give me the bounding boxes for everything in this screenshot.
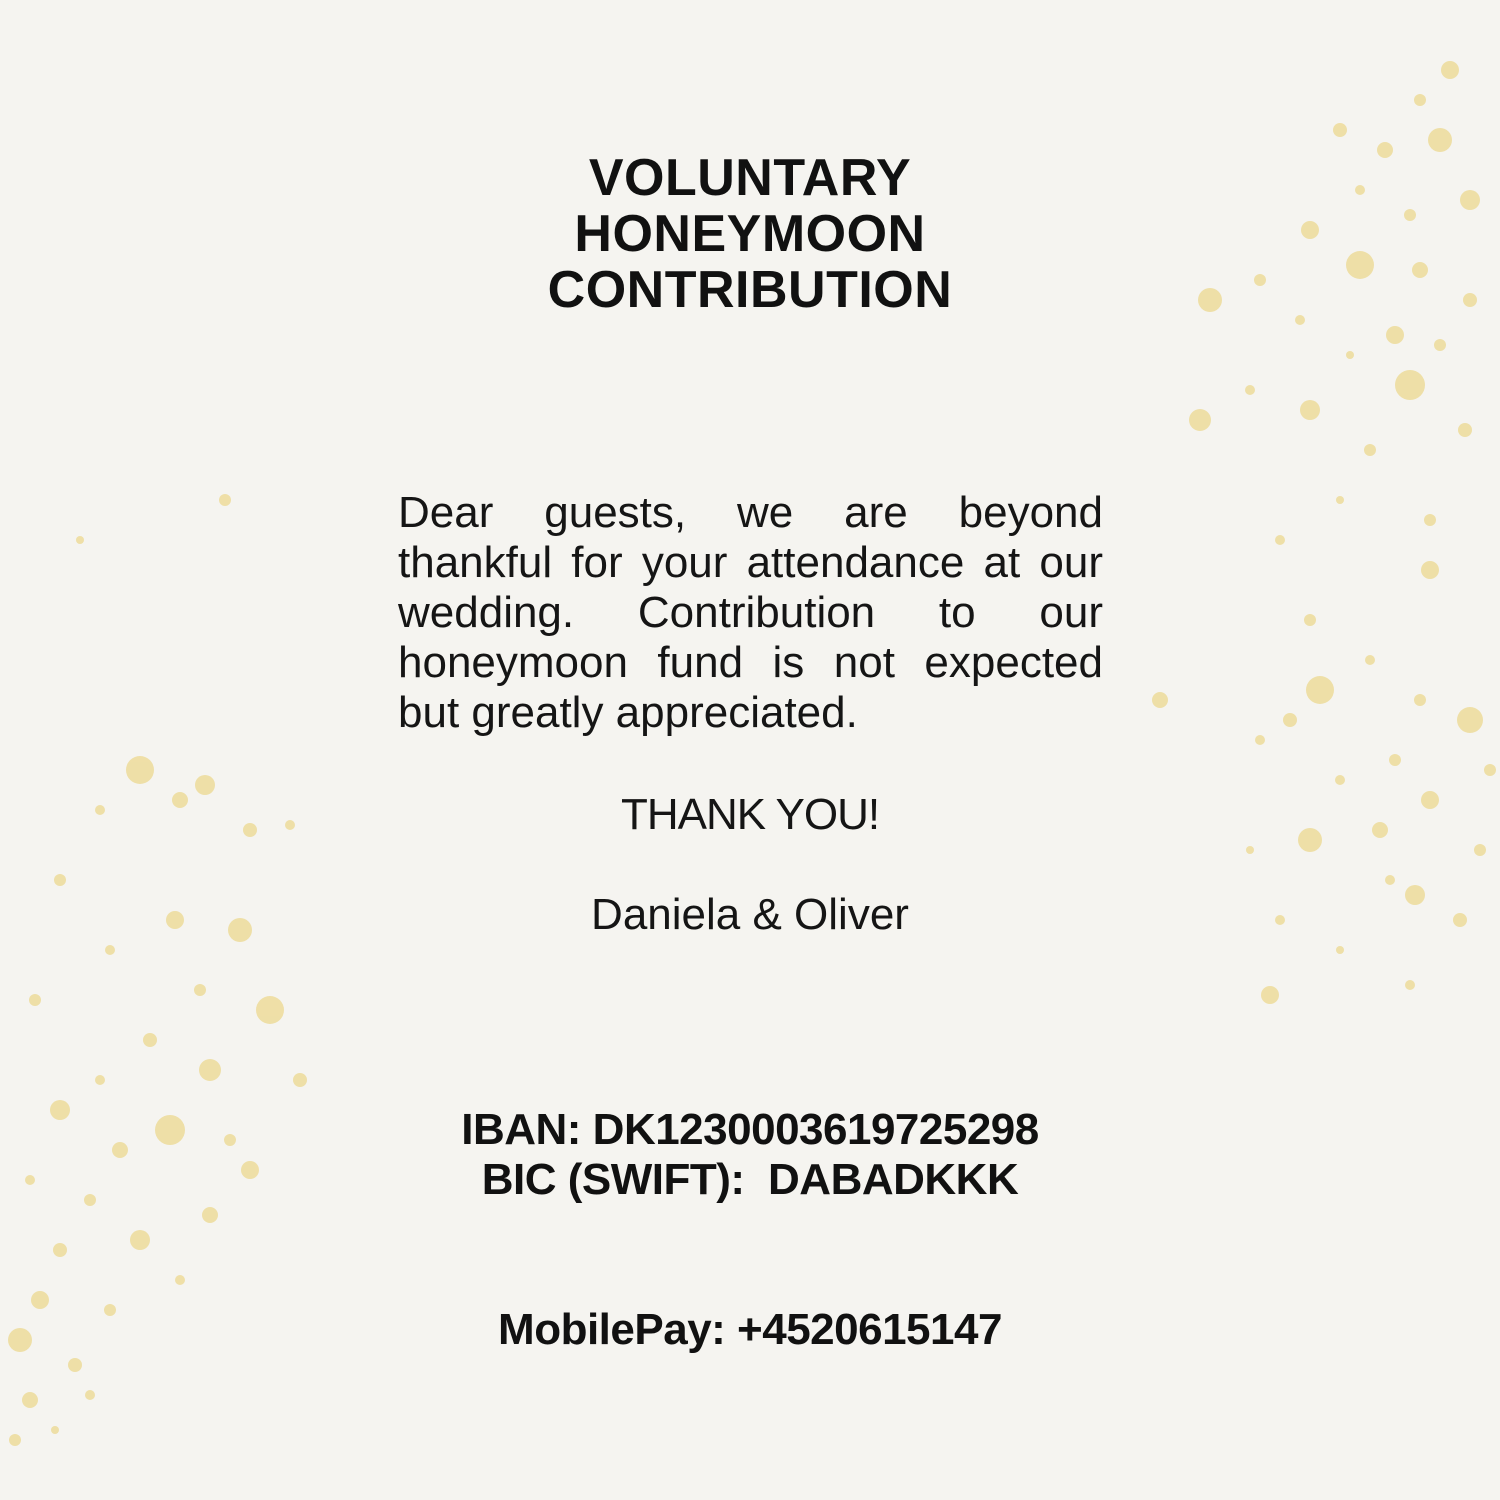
title-line-3: CONTRIBUTION (547, 261, 953, 319)
bic-text: BIC (SWIFT): DABADKKK (481, 1155, 1019, 1204)
thank-you-text: THANK YOU! (620, 790, 880, 839)
mobilepay-text: MobilePay: +4520615147 (498, 1305, 1002, 1354)
message-body: Dear guests, we are beyond thankful for your attendance at our wedding. Contribution to our honeymoon fund is not expected but greatly appreciated. (398, 488, 1103, 737)
page-title (0, 150, 1500, 318)
iban-text: IBAN: DK1230003619725298 (461, 1105, 1039, 1154)
title-line-2: HONEYMOON (574, 205, 926, 263)
signature: Daniela & Oliver (591, 890, 909, 939)
bank-details (0, 1105, 1500, 1205)
title-line-1: VOLUNTARY (588, 149, 912, 207)
